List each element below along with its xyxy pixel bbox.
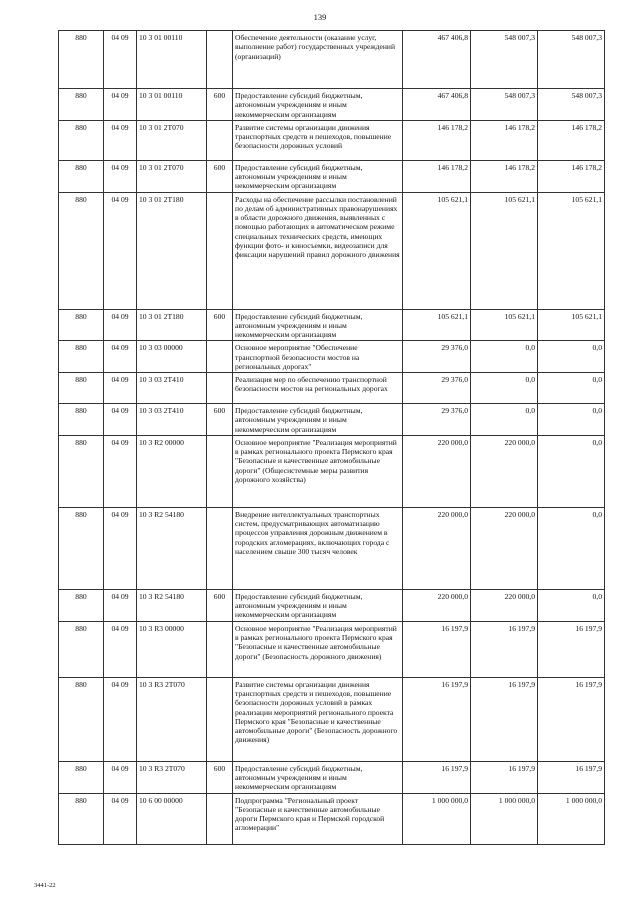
target-code-cell: 10 3 01 2Т180 bbox=[137, 192, 207, 309]
table-row bbox=[59, 309, 605, 341]
amount-year1-cell: 16 197,9 bbox=[403, 761, 471, 793]
amount-year1-cell: 1 000 000,0 bbox=[403, 793, 471, 844]
expense-type-cell bbox=[207, 373, 233, 404]
target-code-cell: 10 3 03 00000 bbox=[137, 341, 207, 373]
section-code-cell: 04 09 bbox=[104, 309, 137, 341]
target-code-cell: 10 3 03 2Т410 bbox=[137, 404, 207, 436]
expense-type-cell bbox=[207, 507, 233, 589]
table-body bbox=[59, 31, 605, 845]
amount-year2-cell: 16 197,9 bbox=[471, 621, 538, 677]
section-code-cell: 04 09 bbox=[104, 621, 137, 677]
amount-year2-cell: 0,0 bbox=[471, 341, 538, 373]
ministry-code-cell: 880 bbox=[59, 761, 104, 793]
amount-year3-cell: 0,0 bbox=[538, 507, 605, 589]
expense-name-cell: Предоставление субсидий бюджетным, автономным учреждениям и иным некоммерческим организациям bbox=[233, 160, 403, 192]
amount-year1-cell: 220 000,0 bbox=[403, 435, 471, 507]
ministry-code-cell: 880 bbox=[59, 341, 104, 373]
amount-year2-cell: 548 007,3 bbox=[471, 31, 538, 89]
table-row bbox=[59, 89, 605, 121]
expense-type-cell bbox=[207, 677, 233, 761]
amount-year2-cell: 0,0 bbox=[471, 404, 538, 436]
expense-name-cell: Подпрограмма "Региональный проект "Безопасные и качественные автомобильные дороги Пермского края и Пермской городской агломерации" bbox=[233, 793, 403, 844]
target-code-cell: 10 3 R2 54180 bbox=[137, 507, 207, 589]
section-code-cell: 04 09 bbox=[104, 507, 137, 589]
expense-name-cell: Предоставление субсидий бюджетным, автономным учреждениям и иным некоммерческим организациям bbox=[233, 89, 403, 121]
target-code-cell: 10 3 01 2Т070 bbox=[137, 160, 207, 192]
table-row bbox=[59, 192, 605, 309]
table-row bbox=[59, 589, 605, 621]
table-row bbox=[59, 435, 605, 507]
expense-name-cell: Предоставление субсидий бюджетным, автономным учреждениям и иным некоммерческим организациям bbox=[233, 761, 403, 793]
expense-type-cell bbox=[207, 435, 233, 507]
amount-year1-cell: 16 197,9 bbox=[403, 677, 471, 761]
expense-name-cell: Обеспечение деятельности (оказание услуг, выполнение работ) государственных учреждений (организаций) bbox=[233, 31, 403, 89]
amount-year3-cell: 146 178,2 bbox=[538, 160, 605, 192]
table-row bbox=[59, 677, 605, 761]
page-number: 139 bbox=[313, 12, 327, 22]
table-row bbox=[59, 160, 605, 192]
expense-type-cell bbox=[207, 31, 233, 89]
section-code-cell: 04 09 bbox=[104, 341, 137, 373]
target-code-cell: 10 3 R3 2Т070 bbox=[137, 761, 207, 793]
ministry-code-cell: 880 bbox=[59, 120, 104, 160]
target-code-cell: 10 3 01 2Т070 bbox=[137, 120, 207, 160]
expense-name-cell: Основное мероприятие "Реализация мероприятий в рамках регионального проекта Пермского края "Безопасные и качественные автомобильные дороги" (Общесистемные меры развития дорожного хозяйства) bbox=[233, 435, 403, 507]
amount-year1-cell: 29 376,0 bbox=[403, 341, 471, 373]
amount-year3-cell: 105 621,1 bbox=[538, 309, 605, 341]
amount-year2-cell: 220 000,0 bbox=[471, 435, 538, 507]
expense-name-cell: Внедрение интеллектуальных транспортных систем, предусматривающих автоматизацию процессов управления дорожным движением в городских агломерациях, включающих города с населением свыше 300 тысяч человек bbox=[233, 507, 403, 589]
table-row bbox=[59, 373, 605, 404]
ministry-code-cell: 880 bbox=[59, 89, 104, 121]
amount-year3-cell: 0,0 bbox=[538, 341, 605, 373]
expense-type-cell bbox=[207, 793, 233, 844]
expense-type-cell: 600 bbox=[207, 89, 233, 121]
expense-name-cell: Предоставление субсидий бюджетным, автономным учреждениям и иным некоммерческим организациям bbox=[233, 404, 403, 436]
amount-year3-cell: 548 007,3 bbox=[538, 31, 605, 89]
ministry-code-cell: 880 bbox=[59, 677, 104, 761]
table-row bbox=[59, 120, 605, 160]
section-code-cell: 04 09 bbox=[104, 435, 137, 507]
amount-year2-cell: 105 621,1 bbox=[471, 192, 538, 309]
section-code-cell: 04 09 bbox=[104, 31, 137, 89]
expense-type-cell bbox=[207, 341, 233, 373]
expense-name-cell: Расходы на обеспечение рассылки постановлений по делам об административных правонарушениях в области дорожного движения, выявленных с помощью работающих в автоматическом режиме специальных технических средств, имеющих функции фото- и киносъемки, видеозаписи для фиксации нарушений правил дорожного движения bbox=[233, 192, 403, 309]
ministry-code-cell: 880 bbox=[59, 621, 104, 677]
amount-year1-cell: 220 000,0 bbox=[403, 507, 471, 589]
amount-year3-cell: 16 197,9 bbox=[538, 761, 605, 793]
target-code-cell: 10 3 03 2Т410 bbox=[137, 373, 207, 404]
table-row bbox=[59, 761, 605, 793]
expense-type-cell bbox=[207, 192, 233, 309]
amount-year2-cell: 16 197,9 bbox=[471, 677, 538, 761]
amount-year3-cell: 16 197,9 bbox=[538, 677, 605, 761]
amount-year2-cell: 105 621,1 bbox=[471, 309, 538, 341]
section-code-cell: 04 09 bbox=[104, 160, 137, 192]
expense-type-cell: 600 bbox=[207, 160, 233, 192]
amount-year1-cell: 29 376,0 bbox=[403, 404, 471, 436]
amount-year2-cell: 548 007,3 bbox=[471, 89, 538, 121]
table-row bbox=[59, 404, 605, 436]
target-code-cell: 10 3 R3 00000 bbox=[137, 621, 207, 677]
expense-type-cell: 600 bbox=[207, 761, 233, 793]
table-row bbox=[59, 31, 605, 89]
amount-year3-cell: 0,0 bbox=[538, 373, 605, 404]
amount-year2-cell: 146 178,2 bbox=[471, 160, 538, 192]
section-code-cell: 04 09 bbox=[104, 793, 137, 844]
amount-year1-cell: 146 178,2 bbox=[403, 120, 471, 160]
section-code-cell: 04 09 bbox=[104, 192, 137, 309]
amount-year3-cell: 0,0 bbox=[538, 435, 605, 507]
section-code-cell: 04 09 bbox=[104, 120, 137, 160]
expense-name-cell: Предоставление субсидий бюджетным, автономным учреждениям и иным некоммерческим организациям bbox=[233, 589, 403, 621]
expense-name-cell: Предоставление субсидий бюджетным, автономным учреждениям и иным некоммерческим организациям bbox=[233, 309, 403, 341]
target-code-cell: 10 6 00 00000 bbox=[137, 793, 207, 844]
amount-year3-cell: 105 621,1 bbox=[538, 192, 605, 309]
amount-year2-cell: 146 178,2 bbox=[471, 120, 538, 160]
amount-year2-cell: 220 000,0 bbox=[471, 507, 538, 589]
document-code: 3441-22 bbox=[34, 882, 56, 889]
amount-year1-cell: 105 621,1 bbox=[403, 192, 471, 309]
amount-year3-cell: 146 178,2 bbox=[538, 120, 605, 160]
amount-year2-cell: 1 000 000,0 bbox=[471, 793, 538, 844]
table-row bbox=[59, 621, 605, 677]
amount-year1-cell: 146 178,2 bbox=[403, 160, 471, 192]
amount-year3-cell: 1 000 000,0 bbox=[538, 793, 605, 844]
amount-year3-cell: 0,0 bbox=[538, 589, 605, 621]
amount-year1-cell: 467 406,8 bbox=[403, 89, 471, 121]
target-code-cell: 10 3 R2 54180 bbox=[137, 589, 207, 621]
ministry-code-cell: 880 bbox=[59, 373, 104, 404]
ministry-code-cell: 880 bbox=[59, 192, 104, 309]
budget-table bbox=[58, 30, 605, 845]
expense-name-cell: Развитие системы организации движения транспортных средств и пешеходов, повышение безопасности дорожных условий в рамках реализации мероприятий регионального проекта Пермского края "Безопасные и качественные автомобильные дороги" (Безопасность дорожного движения) bbox=[233, 677, 403, 761]
ministry-code-cell: 880 bbox=[59, 160, 104, 192]
amount-year3-cell: 16 197,9 bbox=[538, 621, 605, 677]
amount-year3-cell: 548 007,3 bbox=[538, 89, 605, 121]
expense-type-cell bbox=[207, 621, 233, 677]
ministry-code-cell: 880 bbox=[59, 435, 104, 507]
ministry-code-cell: 880 bbox=[59, 404, 104, 436]
ministry-code-cell: 880 bbox=[59, 31, 104, 89]
table-row bbox=[59, 793, 605, 844]
section-code-cell: 04 09 bbox=[104, 373, 137, 404]
section-code-cell: 04 09 bbox=[104, 761, 137, 793]
section-code-cell: 04 09 bbox=[104, 404, 137, 436]
ministry-code-cell: 880 bbox=[59, 507, 104, 589]
expense-type-cell: 600 bbox=[207, 404, 233, 436]
expense-name-cell: Основное мероприятие "Обеспечение транспортной безопасности мостов на региональных дорогах" bbox=[233, 341, 403, 373]
amount-year1-cell: 29 376,0 bbox=[403, 373, 471, 404]
amount-year1-cell: 467 406,8 bbox=[403, 31, 471, 89]
ministry-code-cell: 880 bbox=[59, 793, 104, 844]
target-code-cell: 10 3 01 2Т180 bbox=[137, 309, 207, 341]
target-code-cell: 10 3 01 00110 bbox=[137, 31, 207, 89]
amount-year1-cell: 220 000,0 bbox=[403, 589, 471, 621]
target-code-cell: 10 3 R3 2Т070 bbox=[137, 677, 207, 761]
amount-year2-cell: 220 000,0 bbox=[471, 589, 538, 621]
table-row bbox=[59, 341, 605, 373]
amount-year1-cell: 105 621,1 bbox=[403, 309, 471, 341]
amount-year2-cell: 16 197,9 bbox=[471, 761, 538, 793]
amount-year3-cell: 0,0 bbox=[538, 404, 605, 436]
target-code-cell: 10 3 01 00110 bbox=[137, 89, 207, 121]
section-code-cell: 04 09 bbox=[104, 89, 137, 121]
target-code-cell: 10 3 R2 00000 bbox=[137, 435, 207, 507]
expense-name-cell: Основное мероприятие "Реализация мероприятий в рамках регионального проекта Пермского края "Безопасные и качественные автомобильные дороги" (Безопасность дорожного движения) bbox=[233, 621, 403, 677]
ministry-code-cell: 880 bbox=[59, 589, 104, 621]
section-code-cell: 04 09 bbox=[104, 677, 137, 761]
expense-name-cell: Развитие системы организации движения транспортных средств и пешеходов, повышение безопасности дорожных условий bbox=[233, 120, 403, 160]
ministry-code-cell: 880 bbox=[59, 309, 104, 341]
table-row bbox=[59, 507, 605, 589]
amount-year1-cell: 16 197,9 bbox=[403, 621, 471, 677]
expense-type-cell bbox=[207, 120, 233, 160]
expense-type-cell: 600 bbox=[207, 589, 233, 621]
expense-type-cell: 600 bbox=[207, 309, 233, 341]
expense-name-cell: Реализация мер по обеспечению транспортной безопасности мостов на региональных дорогах bbox=[233, 373, 403, 404]
amount-year2-cell: 0,0 bbox=[471, 373, 538, 404]
section-code-cell: 04 09 bbox=[104, 589, 137, 621]
